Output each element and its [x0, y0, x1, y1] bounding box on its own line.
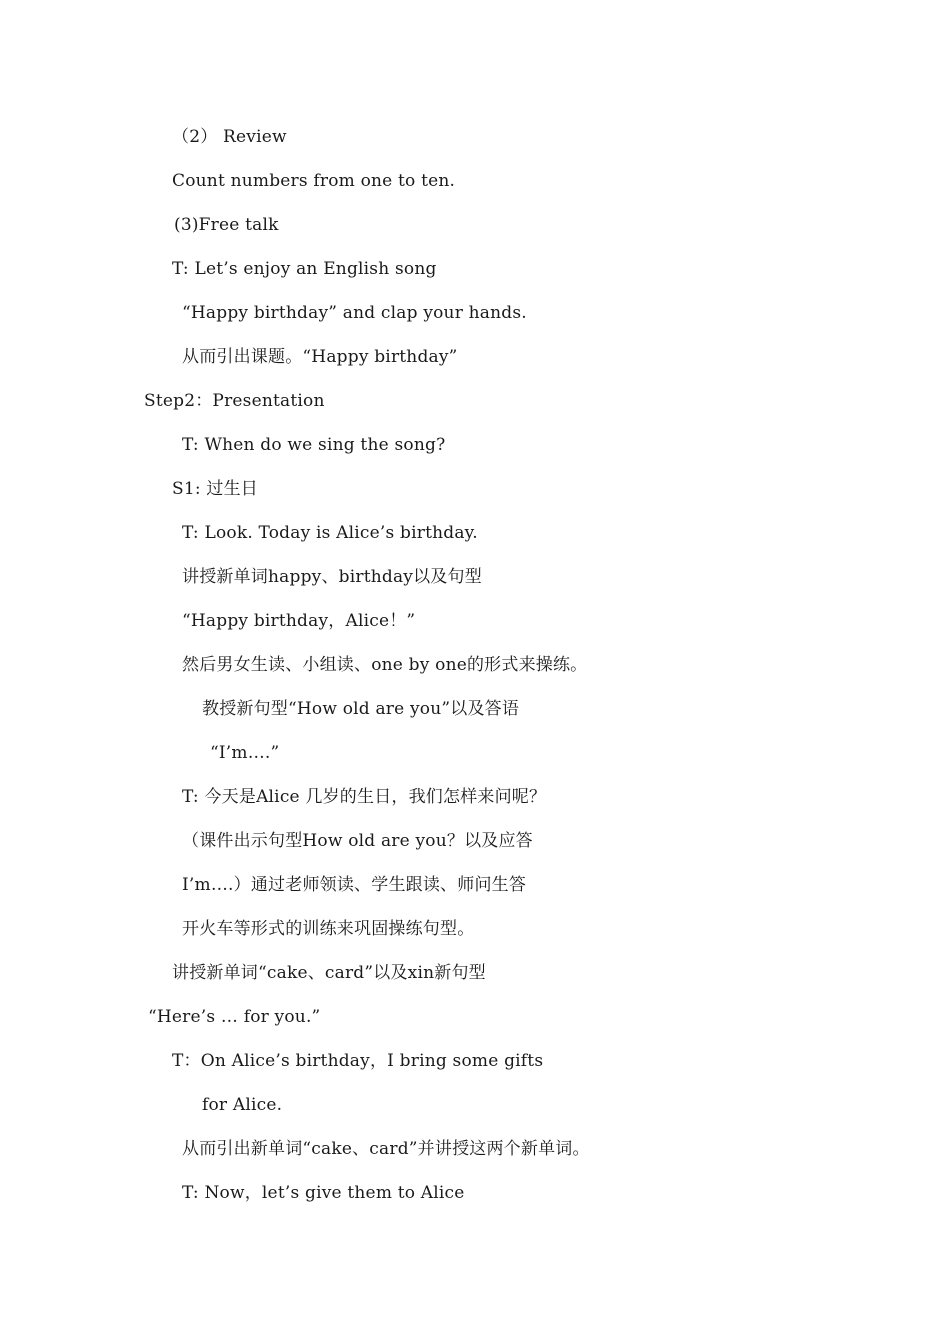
text-line: 从而引出新单词“cake、card”并讲授这两个新单词。: [182, 1139, 590, 1159]
text-line: T: Now，let’s give them to Alice: [182, 1183, 465, 1203]
review-heading: （2） Review: [172, 127, 287, 147]
text-line: 然后男女生读、小组读、one by one的形式来操练。: [182, 655, 588, 675]
text-line: （课件出示句型How old are you？以及应答: [182, 831, 533, 851]
step2-heading: Step2：Presentation: [144, 391, 325, 411]
text-line: 从而引出课题。“Happy birthday”: [182, 347, 458, 367]
text-line: T: When do we sing the song?: [182, 435, 446, 455]
text-line: “Here’s … for you.”: [148, 1007, 321, 1027]
text-line: “Happy birthday，Alice！”: [182, 611, 416, 631]
text-line: T：On Alice’s birthday，I bring some gifts: [172, 1051, 544, 1071]
text-line: 教授新句型“How old are you”以及答语: [202, 699, 520, 719]
text-line: T: 今天是Alice 几岁的生日，我们怎样来问呢？: [182, 787, 547, 807]
text-line: 讲授新单词“cake、card”以及xin新句型: [172, 963, 486, 983]
text-line: 讲授新单词happy、birthday以及句型: [182, 567, 482, 587]
text-line: “Happy birthday” and clap your hands.: [182, 303, 527, 323]
text-line: Count numbers from one to ten.: [172, 171, 456, 191]
text-line: 开火车等形式的训练来巩固操练句型。: [182, 919, 475, 939]
text-line: S1: 过生日: [172, 479, 258, 499]
text-line: I’m….）通过老师领读、学生跟读、师问生答: [182, 875, 527, 895]
free-talk-heading: (3)Free talk: [174, 215, 279, 235]
text-line: for Alice.: [202, 1095, 283, 1115]
text-line: T: Look. Today is Alice’s birthday.: [182, 523, 478, 543]
text-line: “I’m….”: [210, 743, 280, 763]
text-line: T: Let’s enjoy an English song: [172, 259, 437, 279]
